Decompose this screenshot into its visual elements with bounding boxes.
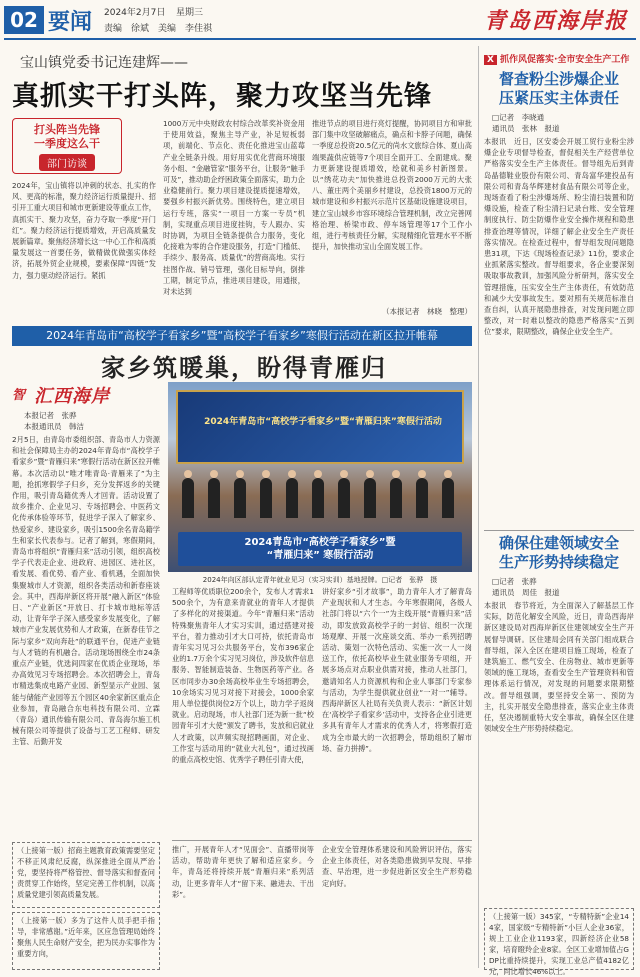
jump-box-2: （上接第一版）多为了这件人员手把手指导，非常感谢。”近年来，区应急管理局始终聚焦人民生命财产安全，把为民办实事作为重要方向， [12, 912, 160, 970]
issue-weekday: 星期三 [176, 8, 204, 18]
newspaper-masthead: 青岛西海岸报 [483, 8, 628, 34]
lead-text-col3: 推进节点的项目进行亮灯提醒，协同项目方和审批部门集中攻坚破解痛点，确点和卡脖子问题，确保一季度总投资20.5亿元的尚水文旅综合体、夏山高端果蔬供应链等7个项目全面开工、全面建成。聚力更新建设提质增效，绘就和美乡村新图景。以“绣花功夫”加快推进总投资2000万元的大张八、董庄两个美丽乡村建设，总投资1800万元的城市建设和乡村振兴示范片区基础设施建设项目，建立宝山城乡市容环境综合管理机制，改立完善网格治理、桥梁市政、停车场管理等17个工作小组，进行考核责任分解，实现精细化管理水平不断提升，加快推动宝山全面发展工作。 [312, 119, 472, 252]
right-text-1: 本报讯 近日，区安委会开展工贸行业粉尘涉爆企业专项督导检查，督促相关生产经营单位严格落实安全生产主体责任。督导组先后到青岛晶德鞋业股份有限公司、青岛富华建投品有限公司和青岛华辉建材食品有限公司等企业，现场查看了粉尘涉爆场所、粉尘清扫装置和防爆设施，检查了粉尘清扫记录台账、安全管理制度执行、防尘防爆作业安全操作规程和隐患排查治理等情况，详细了解企业安全生产责任落实情况。在检查过程中，督导组发现问题隐患31项，下达《现场检查记录》11份，要求企业抓紧落实整改。督导组要求，各企业要深刻吸取事故教训，加强风险分析研判，落实安全管理措施，压实安全生产主体责任，有效防范和减少大安事故发生。要对照有关规范标准自查自纠，认真开展隐患排查，对发现问题立即整改，对一时难以整改的隐患严格落实“五到位”要求，限期整改，确保企业安全生产。 [484, 137, 634, 337]
lead-text-col1: 2024年，宝山镇将以冲刺的状态、扎实的作风、更高的标准，聚力经济运行质量提升、招引开工重大项目和城市更新建设等重点工作，真抓实干、聚力攻坚，奋力夺取一季度“开门红”。聚力经济运行提质增效，开启高质量发展新篇章。聚焦经济增长这一中心工作和高质量发展这一首要任务，做精做优做强实体经济，拓展外贸企业规模，要素保障“四链”发力，强力驱动经济运行。紧抓 [12, 181, 156, 280]
story-reporter: 本报记者 张骅 [24, 411, 77, 420]
right-correspondent-2: 通讯员 周佳 报道 [492, 588, 560, 597]
column-badge-tag: 部门访谈 [39, 154, 95, 171]
right-correspondent-1: 通讯员 张林 报道 [492, 124, 560, 133]
page-number: 02 [4, 6, 44, 34]
story-text-col1: 2月5日，由青岛市委组织部、青岛市人力资源和社会保障局主办的2024年青岛市“高校学子看家乡”暨“青雁归来”寒假行活动在新区拉开帷幕。本次活动以“唯才唯青岛·青雁来了”为主题，抢抓寒假学子归乡，充分发挥返乡的关键作用，吸引青岛籍优秀人才回青。活动设置了故乡推介、企业见习、专场招聘会、中医药文化传承体验等环节，促进学子深入了解家乡、热爱家乡、建设家乡，吸引1500余名青岛籍学生和家长代表参与。记者了解到，寒假期间，青岛市将组织“青雁归来”活动引领，组织高校学子代表走企业、进政府、进园区、进社区，看发展、看优势、看产业、看机遇，全面加快集聚城市人才资源，组织各类活动和新春座谈会。其中，西海岸新区将开展“融入新区”体验日、“产业新区”开放日、打卡城市地标等活动，让青年学子深入感受家乡发展变化，了解城市产业发展优势和人才政策，在新春佳节之际与家乡“双向奔赴”的联通平台，促进产业链与人才链的有机融合。活动现场围绕全市24条重点产业链，优选间四家在优质企业现场，举办高效见习专场招聘会。本次招聘会上，青岛市精选集成电路产业园、新型显示产业园、氢能与储能产业园等五个园区40余家新区重点企业参加，青岛融合东电科技有限公司、立霖（青岛）通讯传输有限公司、青岛海尔施工机械有限公司等提供了设备与工艺工程师、研发主管、后勤开发 [12, 435, 160, 747]
right-reporter-2: □记者 张骅 [492, 577, 537, 586]
footer-text-col3: 企业安全管理体系建设和风险辨识评估，落实企业主体责任，对各类隐患做到早发现、早排查、早治理，进一步促进新区安全生产形势稳定向好。 [322, 845, 472, 888]
lead-kicker: 宝山镇党委书记连建辉—— [20, 55, 188, 71]
photo-person [312, 478, 324, 518]
editor-credits: 责编 徐斌 美编 李佳祺 [104, 24, 213, 34]
page-header [0, 0, 640, 40]
lead-text-col2: 1000万元中央财政农村综合改革奖补资金用于使用效益，聚焦主导产业，补足短板弱项，前端化、节点化、责任化推进宝山蓝莓产业全链条升级。用好用实优化营商环境服务小组、“金融管家”服务平台，让服务“触手可及”，推动助企纾困政策全面落实，助力企业稳健前行。聚力项目建设提质提速增效，要强乡村振兴新优势。围绕特色，建立项目运行专班，落实“一项目一方案一专员”机制，实现重点项目进度挂钩，专人跟办、实时协调，为项目全链条提供合力服务，变化化接难为零的合作建设服务，打造“门槛低、手续少、服务高、质量优”的营商高地。实行挂图作战、销号管理，强化目标导向，倒排工期，制定节点，推进项目建设，用通报，对未达到 [163, 119, 305, 297]
story-banner: 2024年青岛市“高校学子看家乡”暨“高校学子看家乡”寒假行活动在新区拉开帷幕 [12, 326, 472, 346]
photo-person [260, 478, 272, 518]
header-rule [4, 38, 636, 40]
photo-stage-backdrop [176, 390, 464, 464]
right-divider [484, 530, 634, 531]
photo-person [442, 478, 454, 518]
story-text-col3: 讲好家乡“引才故事”，助力青年人才了解青岛产业现状和人才生态。今年寒假期间，各级人社部门将以“六个一”为主线开展“青雁归来”活动，即发放致高校学子的一封信、组织一次现场观摩、开展一次座谈交流、举办一系列招聘活动、策划一次特色活动、实施一次一人一岗送工作，依托高校毕业生就业服务专项组，开展多场点对点职业供需对接，推动人社部门，邀请知名人力资源机构和企业人事部门专家参与活动，为学生提供就业创业“一对一”辅导。西海岸新区人社局有关负责人表示：“新区计划在‘高校学子看家乡’活动中，支持各企业引进更多具有青年人才需求的优秀人才，将寒假打造成为全市最大的一次招聘会，帮助组织了解市场、奋力拼搏”。 [322, 587, 472, 753]
photo-person [286, 478, 298, 518]
column-badge [12, 118, 122, 174]
issue-date: 2024年2月7日 [104, 8, 166, 18]
tag-marker-icon: X [484, 55, 497, 65]
photo-person [208, 478, 220, 518]
story-correspondent: 本报通讯员 韩洁 [24, 422, 84, 431]
photo-stage-text: 2024年青岛市“高校学子看家乡”暨“青雁归来”寒假行活动 [204, 417, 442, 427]
right-column-tag-text: 抓作风促落实·全市安全生产工作 [499, 55, 630, 65]
right-reporter-1: □记者 李晓通 [492, 113, 545, 122]
story-text-col2: 工程师等优质职位200余个，发布人才需求1500余个，为有意来青就业的青年人才提供了多样化的对接渠道。今年“青雁归来”活动特殊聚焦青年人才实习实训，通过搭建对接平台，着力推动引才大口可持，依托青岛市青年实习见习公共服务平台，发布396家企业的1.7万余个实习见习岗位，涉及软件信息服务、智能制造装备、生物医药等产业。各区市同步办30余场高校毕业生专场招聘会，10余场实习见习对接下对接会，1000余家用人单位提供岗位2万个以上，助力学子返岗就业。启动现场，市人社部门还为新一批“校园青年引才大使”颁发了聘书，发放和启就业人才政策，以声频实现招聘画面，对企业、工作室与活动用的“就业大礼包”，通过找画的重点高校史馆、优秀学子聘任引青大使， [172, 587, 314, 765]
photo-person [234, 478, 246, 518]
photo-person [364, 478, 376, 518]
photo-person [182, 478, 194, 518]
right-headline-2: 确保住建领域安全 生产形势持续稳定 [498, 534, 619, 571]
event-photo [168, 382, 472, 572]
photo-caption: 2024年向区部认定青年就业见习（实习实训）基地授牌。□记者 张骅 摄 [202, 576, 438, 584]
right-text-2: 本报讯 春节将近，为全面深入了解基层工作实际，防范化解安全风险，近日，青岛西海岸新区建设局对西海岸新区住建领域安全生产开展督导调研。区住建局会同有关部门组成联合督导组，深入全区在建项目施工现场，检查了建筑施工、燃气安全、住房物业、城市更新等领域的施工现场，查看安全生产管理资料和管理体系运行情况，对发现的问题要求限期整改。督导组强调，要坚持安全第一、预防为主，扎实开展安全隐患排查，落实企业主体责任，坚决遏制重特大安全事故，确保全区住建领域安全生产形势持续稳定。 [484, 601, 634, 734]
section-title: 要闻 [48, 9, 93, 35]
photo-foreground-banner [178, 532, 462, 566]
right-headline-1: 督查粉尘涉爆企业 压紧压实主体责任 [498, 70, 619, 107]
photo-banner-line1: 2024青岛市“高校学子看家乡”暨 [244, 537, 396, 548]
lead-byline: （本报记者 林晓 整理） [382, 307, 472, 316]
footer-divider [172, 840, 472, 841]
footer-text-col2: 推广，开展青年人才“见面会”、直播带岗等活动，帮助青年更快了解和适应家乡。今年，青岛还将持续开展“青雁归来”系列活动，让更多青年人才“留下来、融进去、干出彩”。 [172, 845, 314, 899]
jump-box-3: （上接第一版）345家，“专精特新”企业144家，国家级“专精特新”小巨人企业36家，规上工业企业1193家，四新经济企业58家，培育瞪羚企业8家。全区工业增加值占GDP比重持续提升，实现工业总产值4182亿元，同比增长46%以上。 [484, 908, 634, 970]
column-logo-prefix: 智 [12, 388, 26, 403]
photo-person [338, 478, 350, 518]
column-badge-title: 打头阵当先锋 一季度这么干 [34, 123, 100, 150]
story-headline: 家乡筑暖巢，盼得青雁归 [101, 353, 387, 382]
photo-person [390, 478, 402, 518]
lead-headline: 真抓实干打头阵，聚力攻坚当先锋 [12, 81, 432, 112]
photo-banner-line2: “青雁归来” 寒假行活动 [266, 550, 374, 561]
column-logo [12, 384, 162, 406]
jump-box-1: （上接第一版）招商主题教育政策需要坚定不移正风肃纪反腐，纵深推进全面从严治党，要坚持将严格管控、督导落实和督查问责贯穿工作始终，坚定完善工作机制，以高质量党建引领高质量发展。 [12, 842, 160, 908]
photo-person [416, 478, 428, 518]
right-column-tag [484, 52, 634, 66]
column-logo-text: 汇西海岸 [34, 386, 110, 407]
photo-people-row [168, 478, 472, 528]
column-divider [478, 46, 479, 968]
